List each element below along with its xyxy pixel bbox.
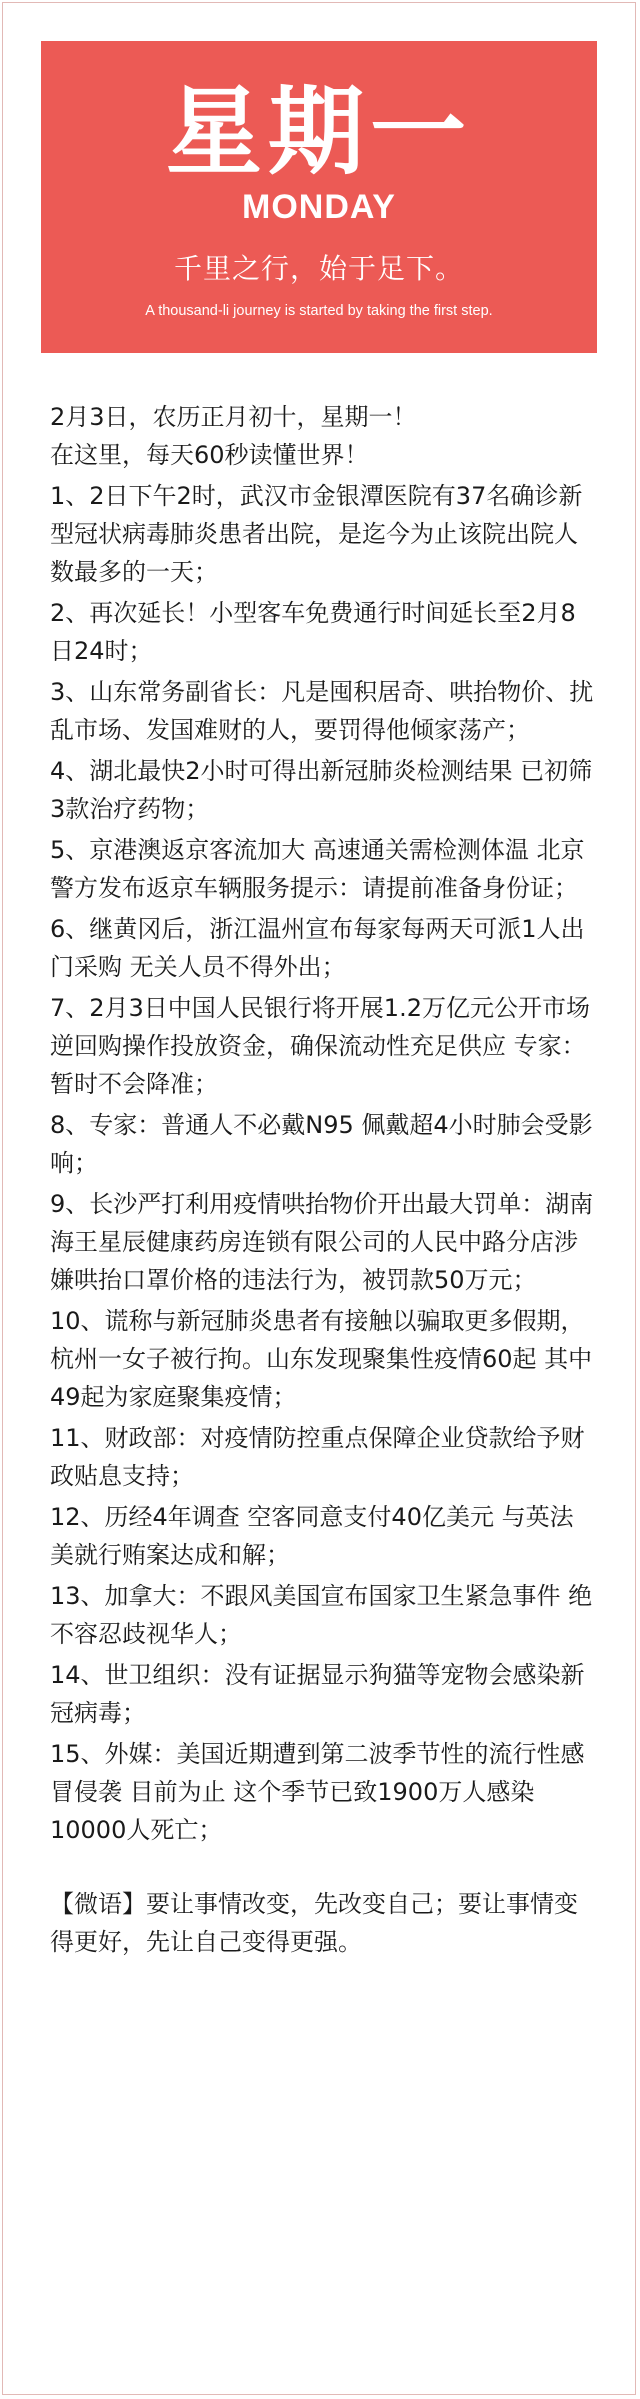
news-item-1: 1、2日下午2时，武汉市金银潭医院有37名确诊新型冠状病毒肺炎患者出院，是迄今为止该院出院人数最多的一天； [50, 482, 583, 586]
news-item-10: 10、谎称与新冠肺炎患者有接触以骗取更多假期，杭州一女子被行拘。山东发现聚集性疫情60起 其中49起为家庭聚集疫情； [50, 1307, 593, 1411]
news-item-7: 7、2月3日中国人民银行将开展1.2万亿元公开市场逆回购操作投放资金，确保流动性充足供应 专家：暂时不会降准； [50, 994, 590, 1098]
weekday-title: 星期一 [166, 76, 472, 188]
news-item-5: 5、京港澳返京客流加大 高速通关需检测体温 北京警方发布返京车辆服务提示：请提前准备身份证； [50, 836, 585, 902]
news-content [50, 398, 595, 1964]
slogan: 千里之行，始于足下。 [173, 252, 464, 285]
news-item-3: 3、山东常务副省长：凡是囤积居奇、哄抬物价、扰乱市场、发国难财的人，要罚得他倾家荡产； [50, 678, 594, 744]
weekday-english: MONDAY [242, 188, 396, 226]
header-banner [41, 41, 597, 353]
news-item-15: 15、外媒：美国近期遭到第二波季节性的流行性感冒侵袭 目前为止 这个季节已致1900万人感染10000人死亡； [50, 1740, 585, 1844]
news-item-14: 14、世卫组织：没有证据显示狗猫等宠物会感染新冠病毒； [50, 1661, 585, 1727]
news-item-9: 9、长沙严打利用疫情哄抬物价开出最大罚单：湖南海王星辰健康药房连锁有限公司的人民中路分店涉嫌哄抬口罩价格的违法行为，被罚款50万元； [50, 1190, 594, 1294]
news-item-2: 2、再次延长！小型客车免费通行时间延长至2月8日24时； [50, 599, 576, 665]
news-item-12: 12、历经4年调查 空客同意支付40亿美元 与英法美就行贿案达成和解； [50, 1503, 574, 1569]
news-item-13: 13、加拿大：不跟风美国宣布国家卫生紧急事件 绝不容忍歧视华人； [50, 1582, 593, 1648]
news-item-11: 11、财政部：对疫情防控重点保障企业贷款给予财政贴息支持； [50, 1424, 585, 1490]
closing-quote: 【微语】要让事情改变，先改变自己；要让事情变得更好，先让自己变得更强。 [50, 1890, 578, 1956]
slogan-english: A thousand-li journey is started by taking the first step. [145, 303, 493, 319]
intro-date-line: 2月3日，农历正月初十，星期一！ [50, 403, 417, 431]
news-item-6: 6、继黄冈后，浙江温州宣布每家每两天可派1人出门采购 无关人员不得外出； [50, 915, 585, 981]
intro-tagline: 在这里，每天60秒读懂世界！ [50, 441, 369, 469]
news-item-8: 8、专家：普通人不必戴N95 佩戴超4小时肺会受影响； [50, 1111, 593, 1177]
news-item-4: 4、湖北最快2小时可得出新冠肺炎检测结果 已初筛3款治疗药物； [50, 757, 593, 823]
